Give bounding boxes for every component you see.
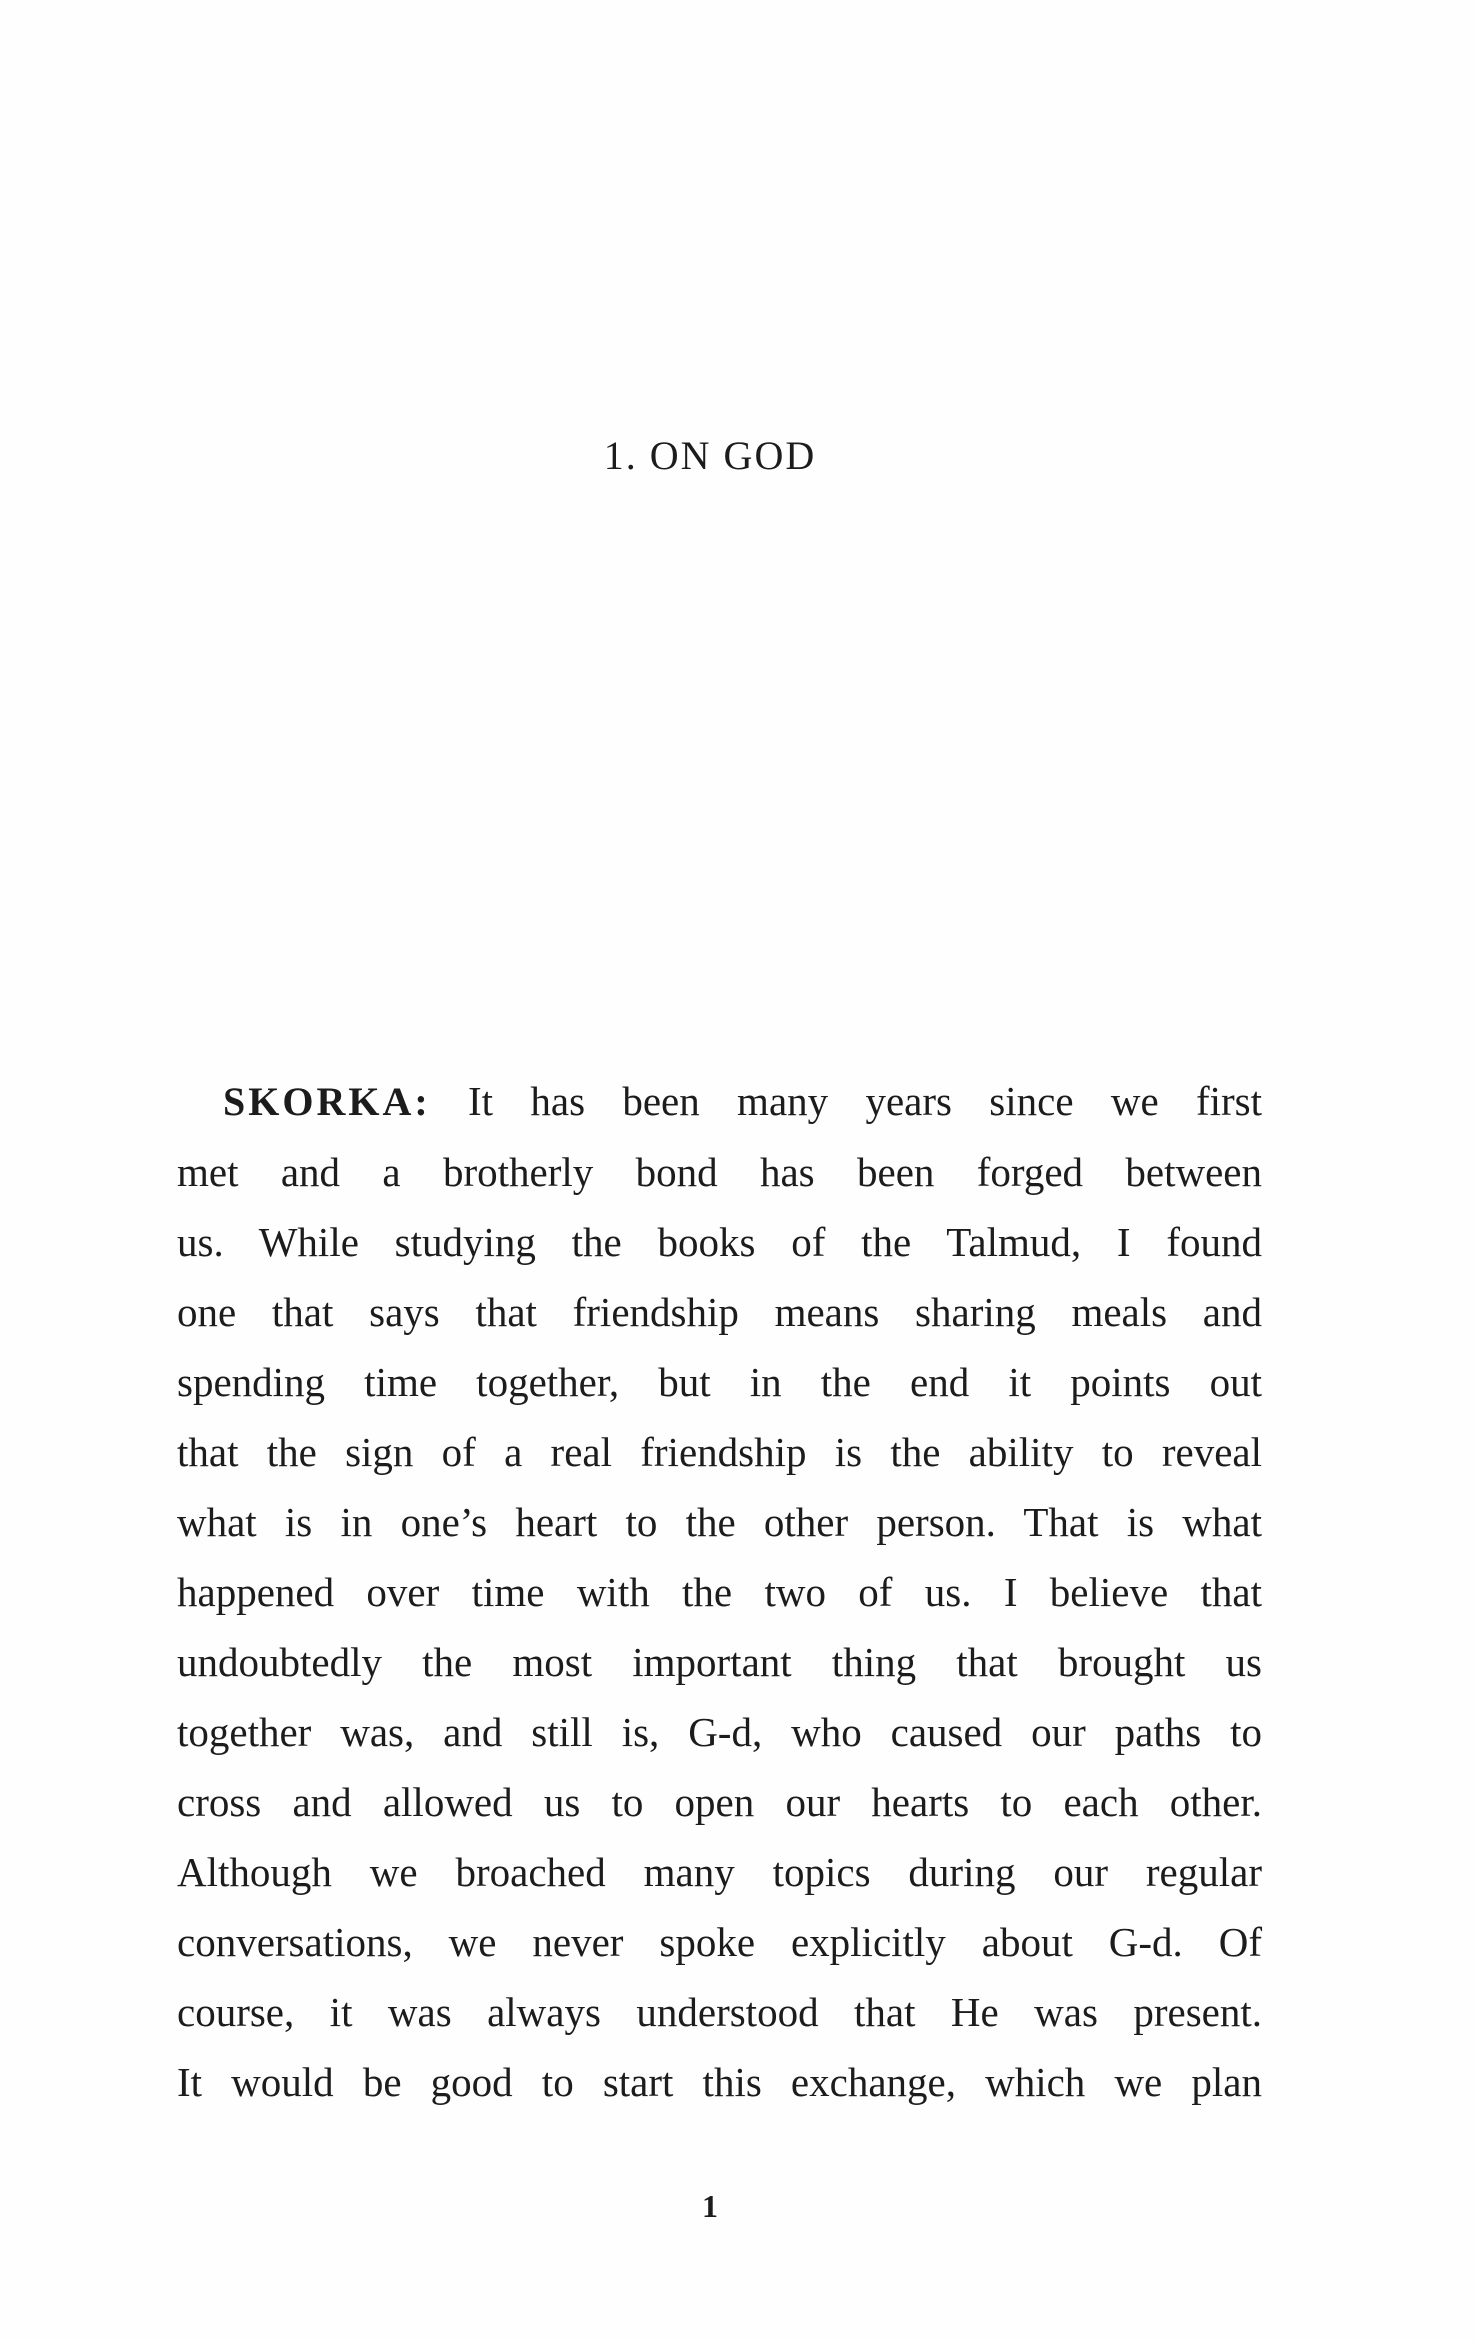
paragraph-line-text: It has been many years since we first (468, 1078, 1263, 1124)
paragraph-line (177, 1066, 1262, 1137)
paragraph-line: one that says that friendship means sharing meals and (177, 1289, 1262, 1335)
paragraph-line: It would be good to start this exchange, which we plan (177, 2059, 1262, 2105)
paragraph-line: spending time together, but in the end it points out (177, 1359, 1262, 1405)
speaker-name: SKORKA: (223, 1079, 431, 1124)
paragraph-line: together was, and still is, G-d, who caused our paths to (177, 1709, 1262, 1755)
paragraph-line: undoubtedly the most important thing that brought us (177, 1639, 1262, 1685)
paragraph-line: met and a brotherly bond has been forged between (177, 1149, 1262, 1195)
paragraph-line: course, it was always understood that He was present. (177, 1989, 1262, 2035)
paragraph-line: conversations, we never spoke explicitly about G-d. Of (177, 1919, 1262, 1965)
paragraph-line: that the sign of a real friendship is the ability to reveal (177, 1429, 1262, 1475)
page-number: 1 (702, 2188, 718, 2224)
paragraph-line: us. While studying the books of the Talmud, I found (177, 1219, 1262, 1265)
paragraph-line: cross and allowed us to open our hearts to each other. (177, 1779, 1262, 1825)
chapter-title: 1. ON GOD (603, 433, 817, 478)
paragraph-line: what is in one’s heart to the other person. That is what (177, 1499, 1262, 1545)
paragraph-line: happened over time with the two of us. I believe that (177, 1569, 1262, 1615)
dialogue-paragraph (177, 1066, 1262, 2117)
paragraph-line: Although we broached many topics during our regular (177, 1849, 1262, 1895)
